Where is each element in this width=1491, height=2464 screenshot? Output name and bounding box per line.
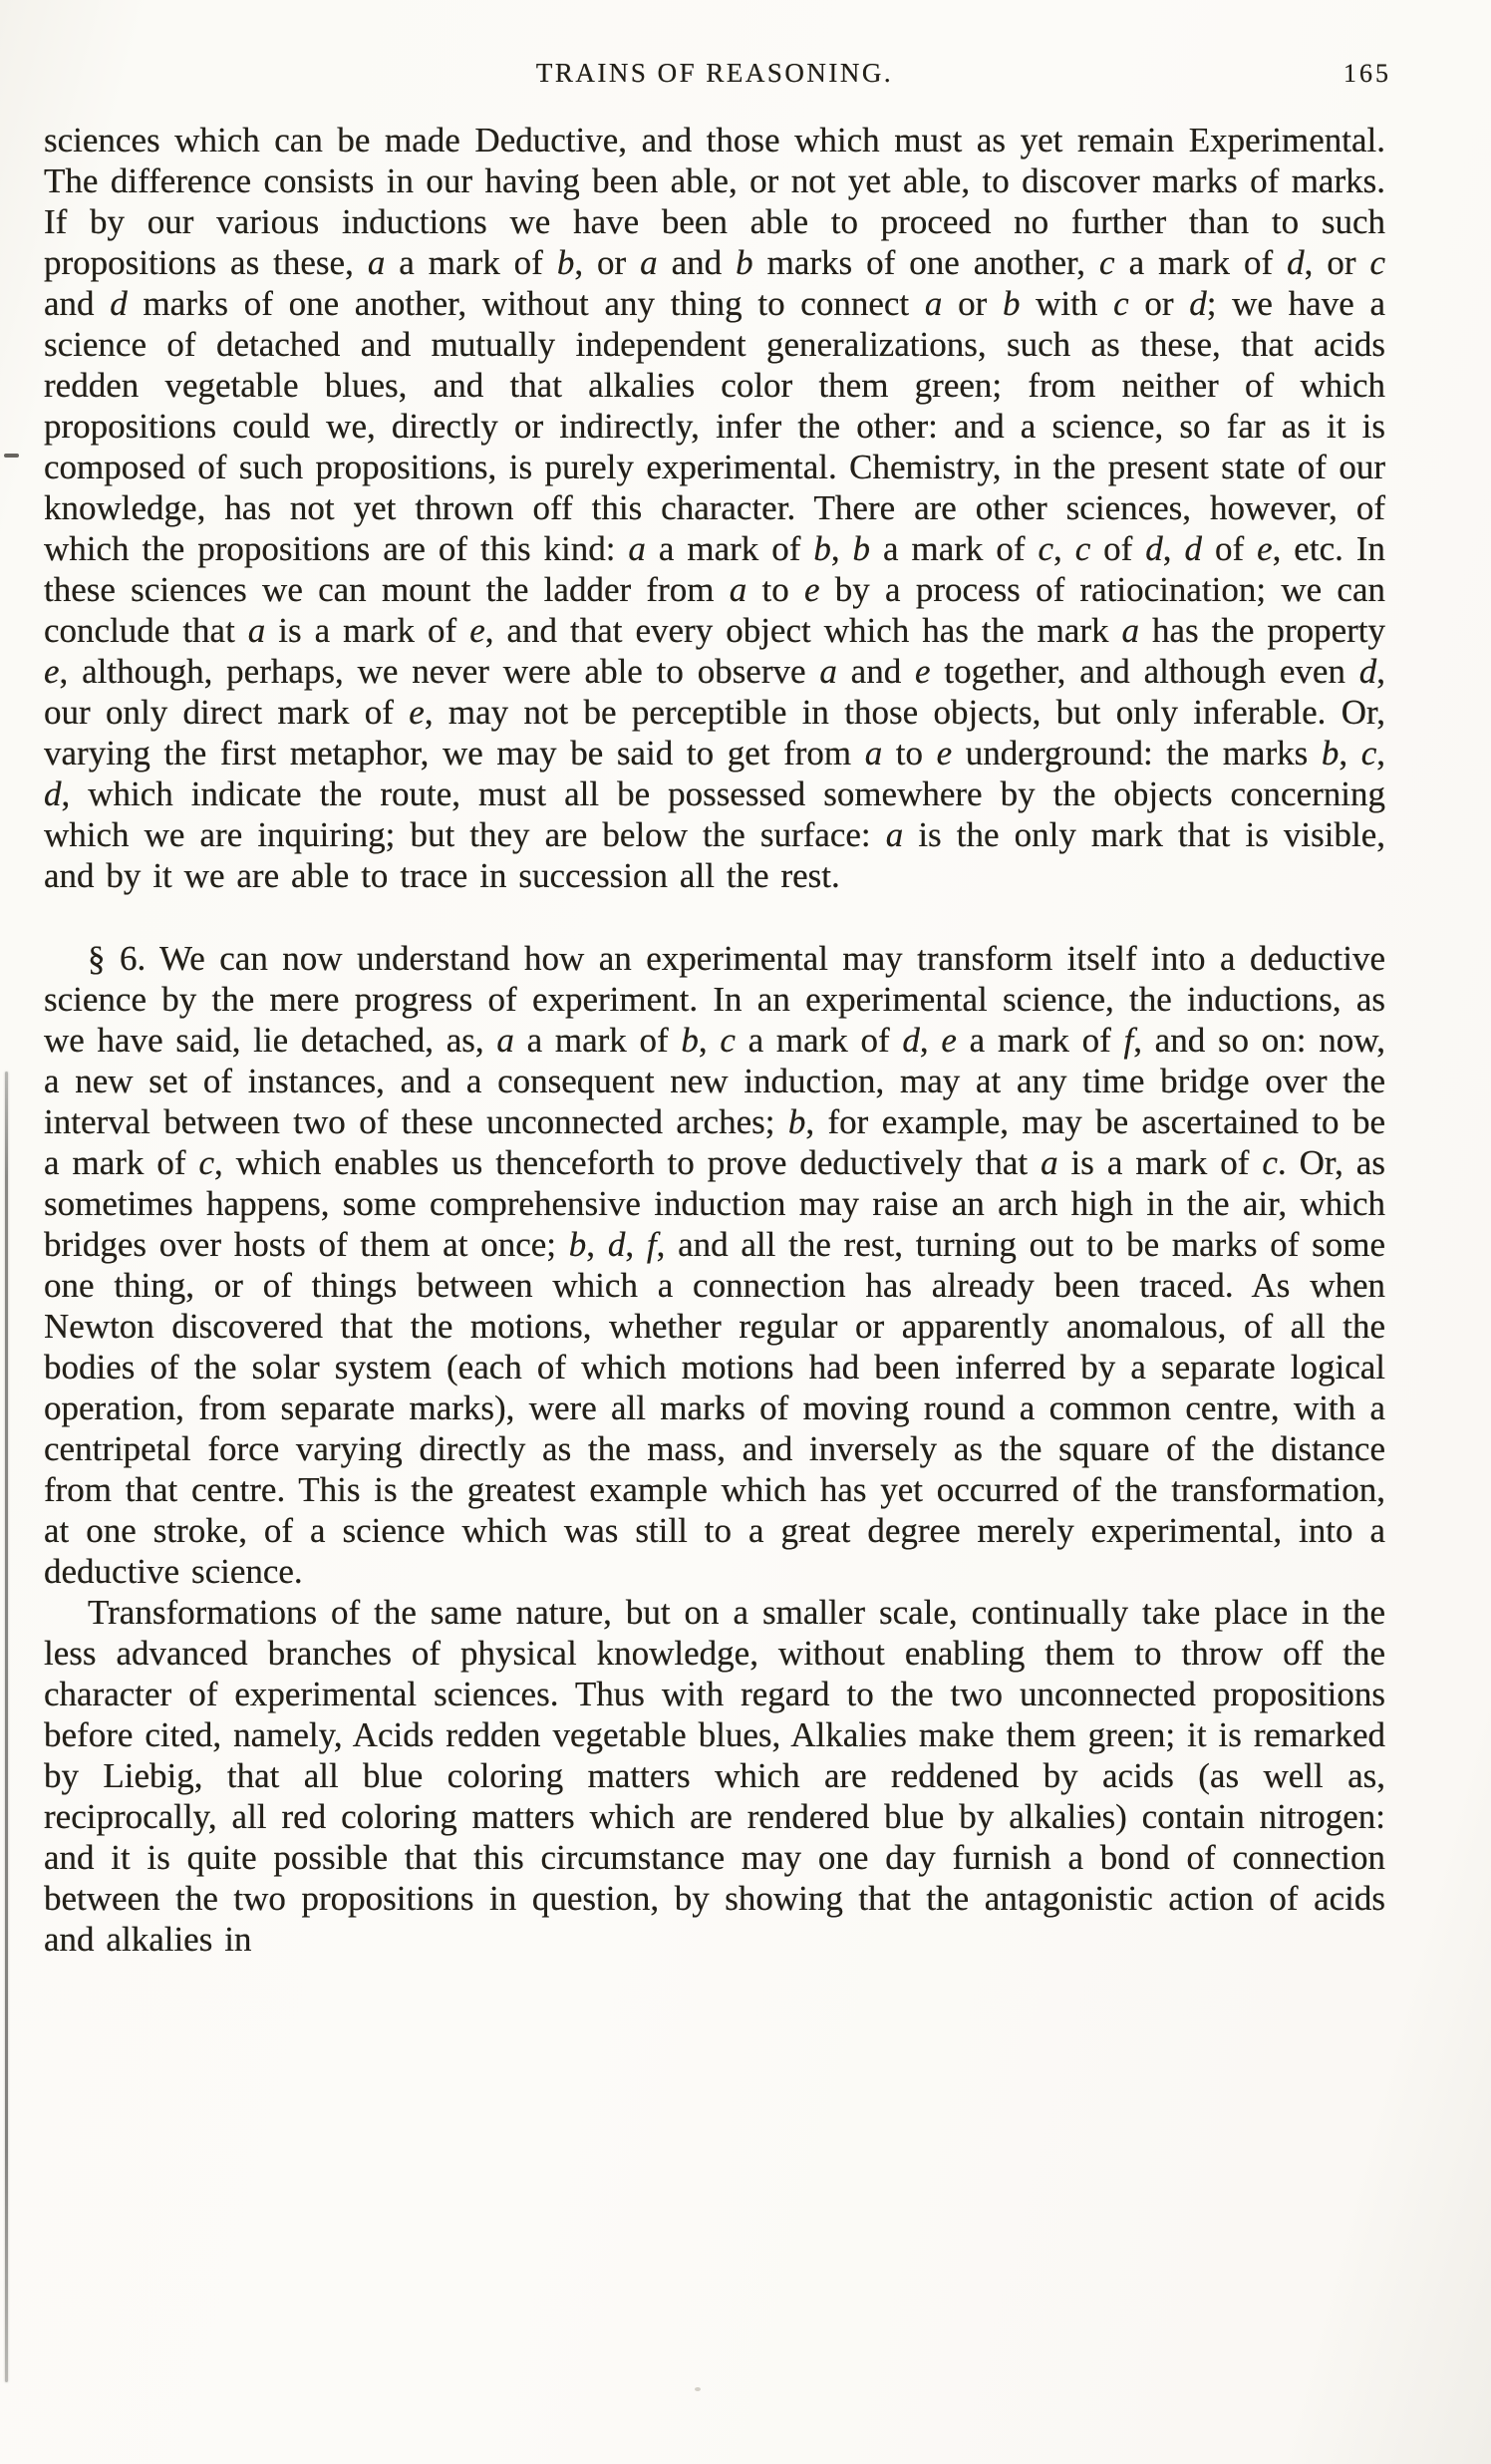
text-run: d <box>1287 243 1305 282</box>
text-run: a <box>819 652 837 691</box>
text-run: d <box>902 1021 920 1060</box>
paragraph-transformations <box>44 1592 1385 1960</box>
text-run: , <box>1162 529 1185 568</box>
text-run: e <box>915 652 931 691</box>
text-run: c <box>1360 734 1377 772</box>
text-run: § 6. We can now understand how an experimental may transform itself into a deductive science by the mere progress of experiment. In an experimental science, the inductions, as we have said, lie detached, as, <box>44 939 1385 1060</box>
text-run: , <box>1052 529 1075 568</box>
text-run: d <box>44 774 62 813</box>
text-run: e <box>1257 529 1273 568</box>
text-run: b <box>813 529 831 568</box>
text-run: or <box>942 284 1003 323</box>
text-run: a mark of <box>645 529 814 568</box>
text-run: . Or, as sometimes happens, some comprehensive induction may raise an arch high in the air, which bridges over hosts of them at once; <box>44 1143 1385 1264</box>
text-run: a <box>247 611 266 650</box>
text-run: d <box>1145 529 1163 568</box>
page-number: 165 <box>1343 59 1391 88</box>
scan-gutter-line <box>5 1072 8 2382</box>
paragraph-continuation <box>44 120 1385 896</box>
text-run: e <box>936 734 953 772</box>
running-header-title: TRAINS OF REASONING. <box>535 58 894 88</box>
text-run: , and so on: now, a new set of instances, and a consequent new induction, may at any time bridge over the interval between two of these unconnected arches; <box>44 1021 1385 1141</box>
text-run: c <box>1099 243 1115 282</box>
margin-dash-artifact <box>4 454 19 458</box>
text-run: b <box>852 529 871 568</box>
text-run: , may not be perceptible in those objects, but only inferable. Or, varying the first metaphor, we may be said to get from <box>44 693 1385 772</box>
text-run: d <box>1358 652 1377 691</box>
text-run: , or <box>1304 243 1370 282</box>
text-run: f <box>646 1225 657 1264</box>
text-run: , <box>1376 734 1385 772</box>
text-run: and <box>657 243 737 282</box>
text-run: has the property <box>1139 611 1385 650</box>
text-run: c <box>720 1021 736 1060</box>
text-run: a <box>924 284 943 323</box>
text-run: with <box>1020 284 1114 323</box>
text-run: ; we have a science of detached and mutually independent generalizations, such as these, that acids redden vegetable blues, and that alkalies color them green; from neither of which propositions could we, directly or indirectly, infer the other: and a science, so far as it is composed of such propositions, is purely experimental. Chemistry, in the present state of our knowledge, has not yet thrown off this character. There are other sciences, however, of which the propositions are of this kind: <box>44 284 1385 568</box>
text-run: or <box>1128 284 1190 323</box>
text-run: c <box>1113 284 1129 323</box>
text-run: b <box>736 243 753 282</box>
text-run: a mark of <box>1114 243 1288 282</box>
text-run: a <box>729 570 747 609</box>
text-run: to <box>882 734 937 772</box>
text-run: , <box>919 1021 942 1060</box>
text-run: e <box>803 570 820 609</box>
text-run: c <box>1369 243 1385 282</box>
text-run: to <box>746 570 804 609</box>
text-run: of <box>1202 529 1258 568</box>
text-run: , <box>625 1225 647 1264</box>
page-text <box>44 120 1385 1960</box>
text-run: a mark of <box>735 1021 903 1060</box>
text-run: , etc. In these sciences we can mount the ladder from <box>44 529 1385 609</box>
text-run: d <box>607 1225 626 1264</box>
text-run: a <box>496 1021 514 1060</box>
paragraph-section-6 <box>44 938 1385 1592</box>
text-run: b <box>556 243 575 282</box>
text-run: a <box>864 734 883 772</box>
text-run: , <box>586 1225 608 1264</box>
text-run: , <box>830 529 853 568</box>
text-run: of <box>1090 529 1146 568</box>
text-run: b <box>1002 284 1021 323</box>
text-run: f <box>1123 1021 1134 1060</box>
text-run: a mark of <box>870 529 1039 568</box>
text-run: by a process of ratiocination; we can conclude that <box>44 570 1385 650</box>
text-run: d <box>1184 529 1202 568</box>
text-run: , or <box>574 243 641 282</box>
text-run: a mark of <box>956 1021 1124 1060</box>
running-header <box>44 56 1391 94</box>
text-run: underground: the marks <box>952 734 1322 772</box>
text-run: is a mark of <box>265 611 470 650</box>
text-run: a <box>1041 1143 1058 1182</box>
text-run: a mark of <box>385 243 557 282</box>
text-run: c <box>1262 1143 1278 1182</box>
text-run: marks of one another, without any thing to connect <box>127 284 925 323</box>
text-run: c <box>1038 529 1053 568</box>
text-run: e <box>409 693 425 732</box>
text-run: together, and although even <box>930 652 1359 691</box>
text-run: a <box>640 243 658 282</box>
text-run: , <box>698 1021 721 1060</box>
text-run: , our only direct mark of <box>44 652 1386 732</box>
text-run: , and that every object which has the mark <box>484 611 1122 650</box>
text-run: and <box>836 652 916 691</box>
text-run: b <box>787 1102 806 1141</box>
text-run: c <box>198 1143 215 1182</box>
text-run: , and all the rest, turning out to be marks of some one thing, or of things between which a connection has already been traced. As when Newton discovered that the motions, whether regular or apparently anomalous, of all the bodies of the solar system (each of which motions had been inferred by a separate logical operation, from separate marks), were all marks of moving round a common centre, with a centripetal force varying directly as the mass, and inversely as the square of the distance from that centre. This is the greatest example which has yet occurred of the transformation, at one stroke, of a science which was still to a great degree merely experimental, into a deductive science. <box>44 1225 1386 1591</box>
text-run: c <box>1074 529 1091 568</box>
text-run: d <box>110 284 128 323</box>
text-run: e <box>469 611 485 650</box>
text-run: , for example, may be ascertained to be a mark of <box>44 1102 1385 1182</box>
text-run: , although, perhaps, we never were able to observe <box>59 652 820 691</box>
text-run: , which indicate the route, must all be possessed somewhere by the objects concerning which we are inquiring; but they are below the surface: <box>44 774 1385 854</box>
text-run: a <box>1121 611 1140 650</box>
text-run: e <box>44 652 60 691</box>
text-run: b <box>568 1225 587 1264</box>
text-run: , <box>1339 734 1361 772</box>
scan-speck <box>695 2387 701 2391</box>
text-run: b <box>681 1021 699 1060</box>
text-run: a <box>628 529 646 568</box>
text-run: d <box>1189 284 1207 323</box>
text-run: a <box>885 815 904 854</box>
text-run: a mark of <box>513 1021 682 1060</box>
text-run: sciences which can be made Deductive, and those which must as yet remain Experimental. The difference consists in our having been able, or not yet able, to discover marks of marks. If by our various inductions we have been able to proceed no further than to such propositions as these, <box>44 121 1385 282</box>
text-run: b <box>1321 734 1340 772</box>
text-run: is a mark of <box>1057 1143 1263 1182</box>
text-run: e <box>941 1021 957 1060</box>
text-run: marks of one another, <box>752 243 1100 282</box>
text-run: is the only mark that is visible, and by it we are able to trace in succession all the rest. <box>44 815 1385 895</box>
text-run: Transformations of the same nature, but on a smaller scale, continually take place in the less advanced branches of physical knowledge, without enabling them to throw off the character of experimental sciences. Thus with regard to the two unconnected propositions before cited, namely, Acids redden vegetable blues, Alkalies make them green; it is remarked by Liebig, that all blue coloring matters which are reddened by acids (as well as, reciprocally, all red coloring matters which are rendered blue by alkalies) contain nitrogen: and it is quite possible that this circumstance may one day furnish a bond of connection between the two propositions in question, by showing that the antagonistic action of acids and alkalies in <box>44 1593 1385 1959</box>
text-run: , which enables us thenceforth to prove deductively that <box>214 1143 1042 1182</box>
text-run: a <box>367 243 386 282</box>
text-run: and <box>44 284 111 323</box>
